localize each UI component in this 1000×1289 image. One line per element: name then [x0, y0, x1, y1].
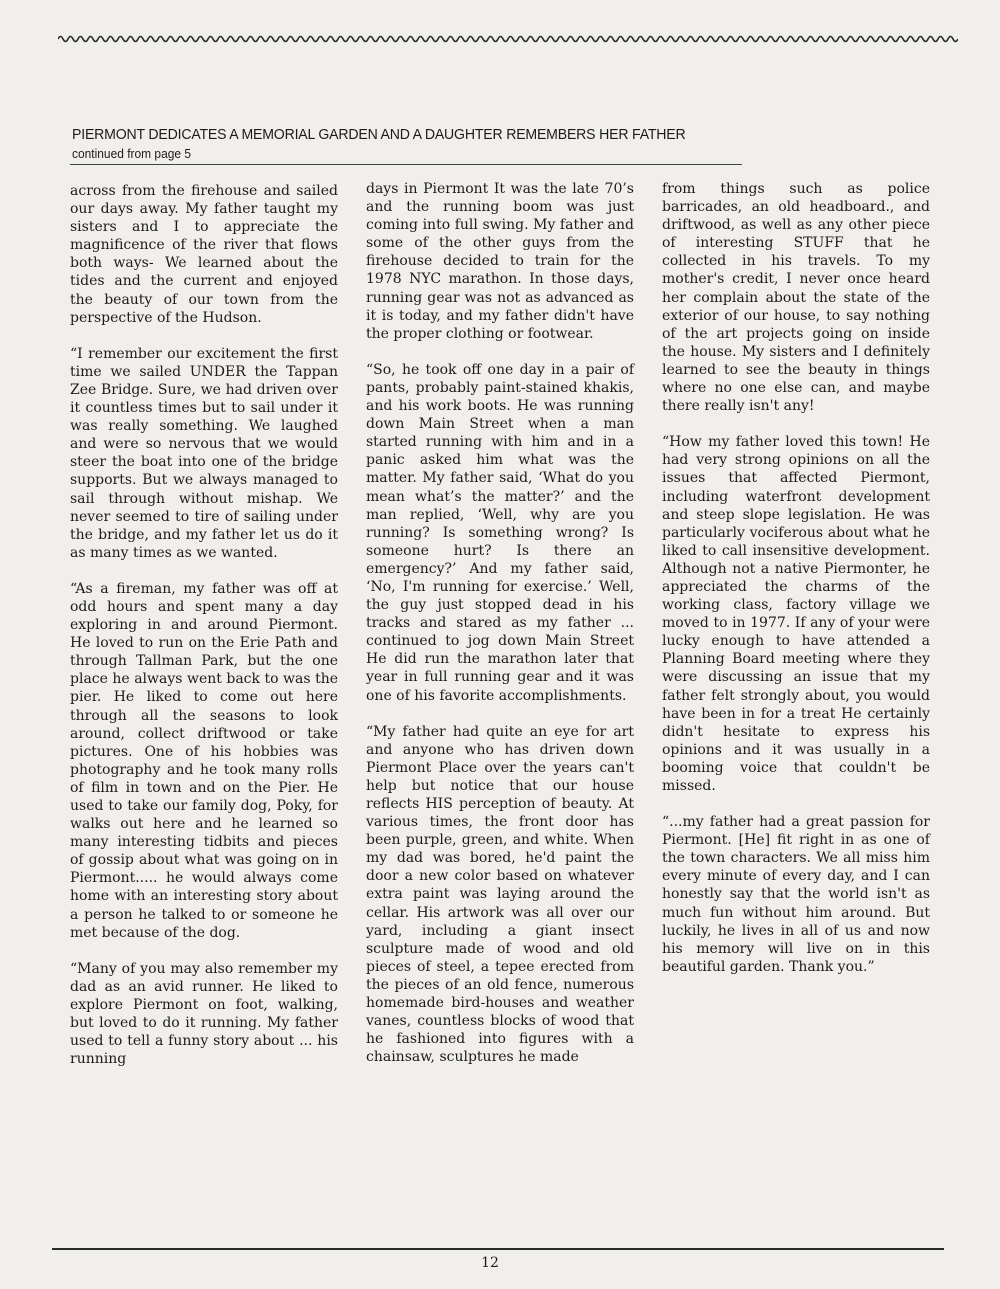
paragraph: “...my father had a great passion for Piermont. [He] fit right in as one of the town characters. We all miss him every minute of every day, and I can honestly say that the world isn't as much fun without him around. But luckily, he lives in all of us and now his memory will live on in this beautiful garden. Thank you.” [662, 814, 930, 975]
paragraph: “So, he took off one day in a pair of pants, probably paint-stained khakis, and his work boots. He was running down Main Street when a man started running with him and in a panic asked him what was the matter. My father said, ‘What do you mean what’s the matter?’ and the man replied, ‘Well, why are you running? Is something wrong? Is someone hurt? Is there an emergency?’ And my father said, ‘No, I'm running for exercise.’ Well, the guy just stopped dead in his tracks and stared as my father ... continued to jog down Main Street He did run the marathon later that year in full running gear and it was one of his favorite accomplishments. [366, 361, 634, 704]
text-column-2 [366, 180, 634, 1084]
text-column-3 [662, 180, 930, 994]
footer-rule [52, 1248, 944, 1250]
text-column-1 [70, 182, 338, 1086]
paragraph: from things such as police barricades, an old headboard., and driftwood, as well as any other piece of interesting STUFF that he collected in his travels. To my mother's credit, I never once heard her complain about the state of the exterior of our house, to say nothing of the art projects going on inside the house. My sisters and I definitely learned to see the beauty in things where no one else can, and maybe there really isn't any! [662, 181, 930, 415]
paragraph: “I remember our excitement the first time we sailed UNDER the Tappan Zee Bridge. Sure, we had driven over it countless times but to sail under it was really something. We laughed and were so nervous that we would steer the boat into one of the bridge supports. But we always managed to sail through without mishap. We never seemed to tire of sailing under the bridge, and my father let us do it as many times as we wanted. [70, 345, 338, 561]
paragraph: days in Piermont It was the late 70’s and the running boom was just coming into full swing. My father and some of the other guys from the firehouse decided to train for the 1978 NYC marathon. In those days, running gear was not as advanced as it is today, and my father didn't have the proper clothing or footwear. [366, 181, 634, 342]
article-headline: PIERMONT DEDICATES A MEMORIAL GARDEN AND A DAUGHTER REMEMBERS HER FATHER [72, 126, 686, 143]
paragraph: across from the firehouse and sailed our days away. My father taught my sisters and I to appreciate the magnificence of the river that flows both ways- We learned about the tides and the current and enjoyed the beauty of our town from the perspective of the Hudson. [70, 183, 338, 326]
continued-note: continued from page 5 [72, 146, 192, 161]
paragraph: “As a fireman, my father was off at odd hours and spent many a day exploring in and around Piermont. He loved to run on the Erie Path and through Tallman Park, but the one place he always went back to was the pier. He liked to come out here through all the seasons to look around, collect driftwood or take pictures. One of his hobbies was photography and he took many rolls of film in town and on the Pier. He used to take our family dog, Poky, for walks out here and he learned so many interesting tidbits and pieces of gossip about what was going on in Piermont..... he would always come home with an interesting story about a person he talked to or someone he met because of the dog. [70, 580, 338, 941]
decorative-wave-border [58, 32, 958, 46]
page-number: 12 [481, 1255, 499, 1271]
header-rule [70, 164, 742, 165]
paragraph: “My father had quite an eye for art and anyone who has driven down Piermont Place over the years can't help but notice that our house reflects HIS perception of beauty. At various times, the front door has been purple, green, and white. When my dad was bored, he'd paint the door a new color based on whatever extra paint was laying around the cellar. His artwork was all over our yard, including a giant insect sculpture made of wood and old pieces of steel, a tepee erected from the pieces of an old fence, numerous homemade bird-houses and weather vanes, countless blocks of wood that he fashioned into figures with a chainsaw, sculptures he made [366, 723, 634, 1066]
paragraph: “Many of you may also remember my dad as an avid runner. He liked to explore Piermont on foot, walking, but loved to do it running. My father used to tell a funny story about ... his running [70, 960, 338, 1068]
paragraph: “How my father loved this town! He had very strong opinions on all the issues that affected Piermont, including waterfront development and steep slope legislation. He was particularly vociferous about what he liked to call insensitive development. Although not a native Piermonter, he appreciated the charms of the working class, factory village we moved to in 1977. If any of your were lucky enough to have attended a Planning Board meeting where they were discussing an issue that my father felt strongly about, you would have been in for a treat He certainly didn't hesitate to express his opinions and it was usually in a booming voice that couldn't be missed. [662, 434, 930, 794]
